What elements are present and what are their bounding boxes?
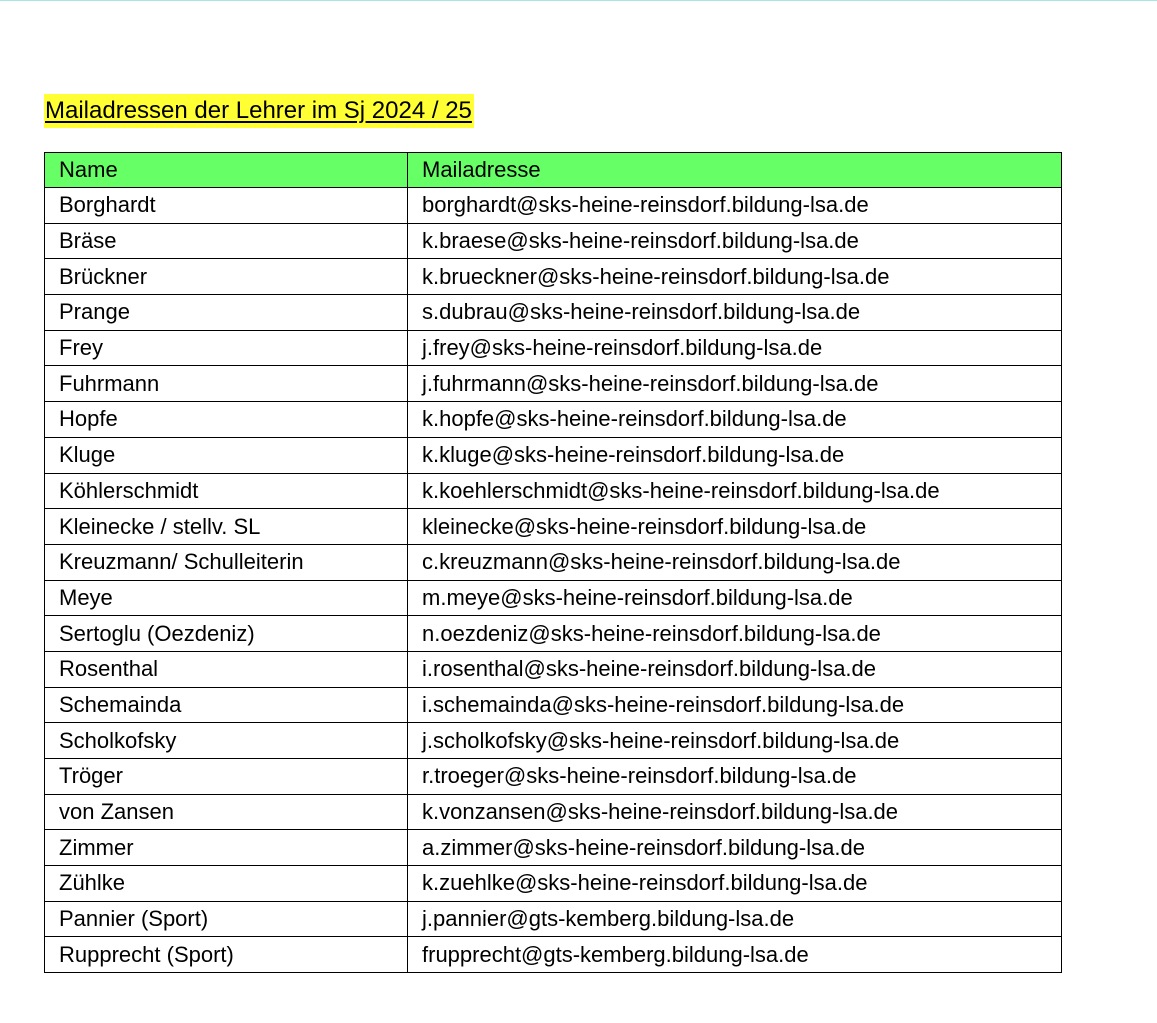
table-row [45,188,1062,224]
email-address-cell: k.kluge@sks-heine-reinsdorf.bildung-lsa.de [408,437,1062,473]
email-address-cell: k.zuehlke@sks-heine-reinsdorf.bildung-lsa.de [408,866,1062,902]
teacher-name-cell: Rupprecht (Sport) [45,937,408,973]
table-row [45,509,1062,545]
mail-address-table [44,152,1062,973]
table-row [45,687,1062,723]
email-address-cell: j.frey@sks-heine-reinsdorf.bildung-lsa.de [408,330,1062,366]
email-address-cell: s.dubrau@sks-heine-reinsdorf.bildung-lsa.de [408,295,1062,331]
email-address-cell: c.kreuzmann@sks-heine-reinsdorf.bildung-lsa.de [408,544,1062,580]
email-address-cell: k.vonzansen@sks-heine-reinsdorf.bildung-lsa.de [408,794,1062,830]
table-row [45,830,1062,866]
table-row [45,866,1062,902]
teacher-name-cell: Kluge [45,437,408,473]
teacher-name-cell: Köhlerschmidt [45,473,408,509]
email-address-cell: frupprecht@gts-kemberg.bildung-lsa.de [408,937,1062,973]
column-header-mail: Mailadresse [408,153,1062,188]
email-address-cell: i.rosenthal@sks-heine-reinsdorf.bildung-lsa.de [408,651,1062,687]
email-address-cell: k.braese@sks-heine-reinsdorf.bildung-lsa.de [408,223,1062,259]
table-row [45,544,1062,580]
table-header-row [45,153,1062,188]
teacher-name-cell: Meye [45,580,408,616]
table-row [45,794,1062,830]
teacher-name-cell: Sertoglu (Oezdeniz) [45,616,408,652]
email-address-cell: j.pannier@gts-kemberg.bildung-lsa.de [408,901,1062,937]
email-address-cell: k.brueckner@sks-heine-reinsdorf.bildung-lsa.de [408,259,1062,295]
table-row [45,223,1062,259]
teacher-name-cell: Fuhrmann [45,366,408,402]
table-row [45,616,1062,652]
table-row [45,901,1062,937]
table-row [45,580,1062,616]
email-address-cell: j.scholkofsky@sks-heine-reinsdorf.bildung-lsa.de [408,723,1062,759]
teacher-name-cell: Bräse [45,223,408,259]
email-address-cell: r.troeger@sks-heine-reinsdorf.bildung-lsa.de [408,759,1062,795]
email-address-cell: m.meye@sks-heine-reinsdorf.bildung-lsa.de [408,580,1062,616]
teacher-name-cell: Brückner [45,259,408,295]
teacher-name-cell: Frey [45,330,408,366]
teacher-name-cell: Rosenthal [45,651,408,687]
teacher-name-cell: Hopfe [45,402,408,438]
teacher-name-cell: Tröger [45,759,408,795]
teacher-name-cell: Borghardt [45,188,408,224]
teacher-name-cell: Pannier (Sport) [45,901,408,937]
table-row [45,437,1062,473]
column-header-name: Name [45,153,408,188]
email-address-cell: a.zimmer@sks-heine-reinsdorf.bildung-lsa.de [408,830,1062,866]
table-row [45,937,1062,973]
table-row [45,473,1062,509]
teacher-name-cell: Zimmer [45,830,408,866]
table-body [45,188,1062,973]
email-address-cell: kleinecke@sks-heine-reinsdorf.bildung-lsa.de [408,509,1062,545]
table-row [45,651,1062,687]
teacher-name-cell: von Zansen [45,794,408,830]
email-address-cell: borghardt@sks-heine-reinsdorf.bildung-lsa.de [408,188,1062,224]
teacher-name-cell: Schemainda [45,687,408,723]
email-address-cell: i.schemainda@sks-heine-reinsdorf.bildung-lsa.de [408,687,1062,723]
email-address-cell: k.koehlerschmidt@sks-heine-reinsdorf.bildung-lsa.de [408,473,1062,509]
table-row [45,330,1062,366]
top-border-line [0,0,1157,1]
table-row [45,402,1062,438]
table-row [45,759,1062,795]
document-title: Mailadressen der Lehrer im Sj 2024 / 25 [44,94,474,128]
teacher-name-cell: Kreuzmann/ Schulleiterin [45,544,408,580]
teacher-name-cell: Kleinecke / stellv. SL [45,509,408,545]
table-row [45,723,1062,759]
teacher-name-cell: Scholkofsky [45,723,408,759]
email-address-cell: j.fuhrmann@sks-heine-reinsdorf.bildung-lsa.de [408,366,1062,402]
email-address-cell: k.hopfe@sks-heine-reinsdorf.bildung-lsa.de [408,402,1062,438]
teacher-name-cell: Zühlke [45,866,408,902]
teacher-name-cell: Prange [45,295,408,331]
table-row [45,366,1062,402]
table-row [45,259,1062,295]
email-address-cell: n.oezdeniz@sks-heine-reinsdorf.bildung-lsa.de [408,616,1062,652]
table-row [45,295,1062,331]
